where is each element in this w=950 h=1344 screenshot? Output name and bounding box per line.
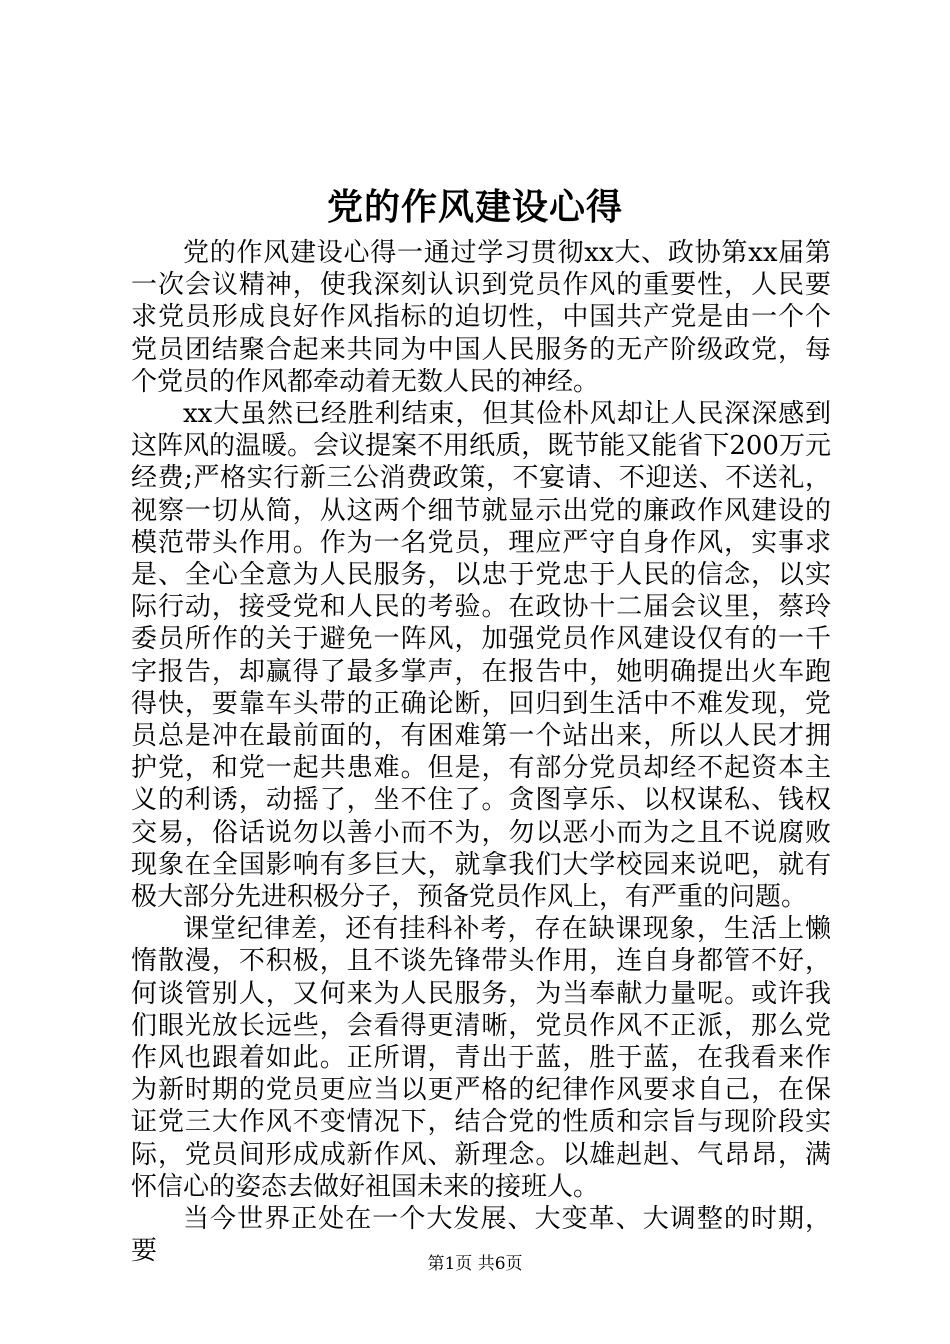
paragraph: 当今世界正处在一个大发展、大变革、大调整的时期，要 bbox=[131, 1204, 831, 1267]
paragraph: xx大虽然已经胜利结束，但其俭朴风却让人民深深感到这阵风的温暖。会议提案不用纸质，既节能又能省下200万元经费;严格实行新三公消费政策，不宴请、不迎送、不送礼，视察一切从简，从这两个细节就显示出党的廉政作风建设的模范带头作用。作为一名党员，理应严守自身作风，实事求是、全心全意为人民服务，以忠于党忠于人民的信念，以实际行动，接受党和人民的考验。在政协十二届会议里，蔡玲委员所作的关于避免一阵风，加强党员作风建设仅有的一千字报告，却赢得了最多掌声，在报告中，她明确提出火车跑得快，要靠车头带的正确论断，回归到生活中不难发现，党员总是冲在最前面的，有困难第一个站出来，所以人民才拥护党，和党一起共患难。但是，有部分党员却经不起资本主义的利诱，动摇了，坐不住了。贪图享乐、以权谋私、钱权交易，俗话说勿以善小而不为，勿以恶小而为之且不说腐败现象在全国影响有多巨大，就拿我们大学校园来说吧，就有极大部分先进积极分子，预备党员作风上，有严重的问题。 bbox=[131, 399, 831, 913]
paragraph: 课堂纪律差，还有挂科补考，存在缺课现象，生活上懒惰散漫，不积极，且不谈先锋带头作用，连自身都管不好，何谈管别人，又何来为人民服务，为当奉献力量呢。或许我们眼光放长远些，会看得更清晰，党员作风不正派，那么党作风也跟着如此。正所谓，青出于蓝，胜于蓝，在我看来作为新时期的党员更应当以更严格的纪律作风要求自己，在保证党三大作风不变情况下，结合党的性质和宗旨与现阶段实际，党员间形成成新作风、新理念。以雄赳赳、气昂昂，满怀信心的姿态去做好祖国未来的接班人。 bbox=[131, 914, 831, 1202]
page-footer: 第1页 共6页 bbox=[427, 1254, 523, 1274]
paragraph: 党的作风建设心得一通过学习贯彻xx大、政协第xx届第一次会议精神，使我深刻认识到党员作风的重要性，人民要求党员形成良好作风指标的迫切性，中国共产党是由一个个党员团结聚合起来共同为中国人民服务的无产阶级政党，每个党员的作风都牵动着无数人民的神经。 bbox=[131, 238, 831, 397]
document-title: 党的作风建设心得 bbox=[326, 186, 623, 228]
document-body bbox=[131, 237, 831, 1268]
